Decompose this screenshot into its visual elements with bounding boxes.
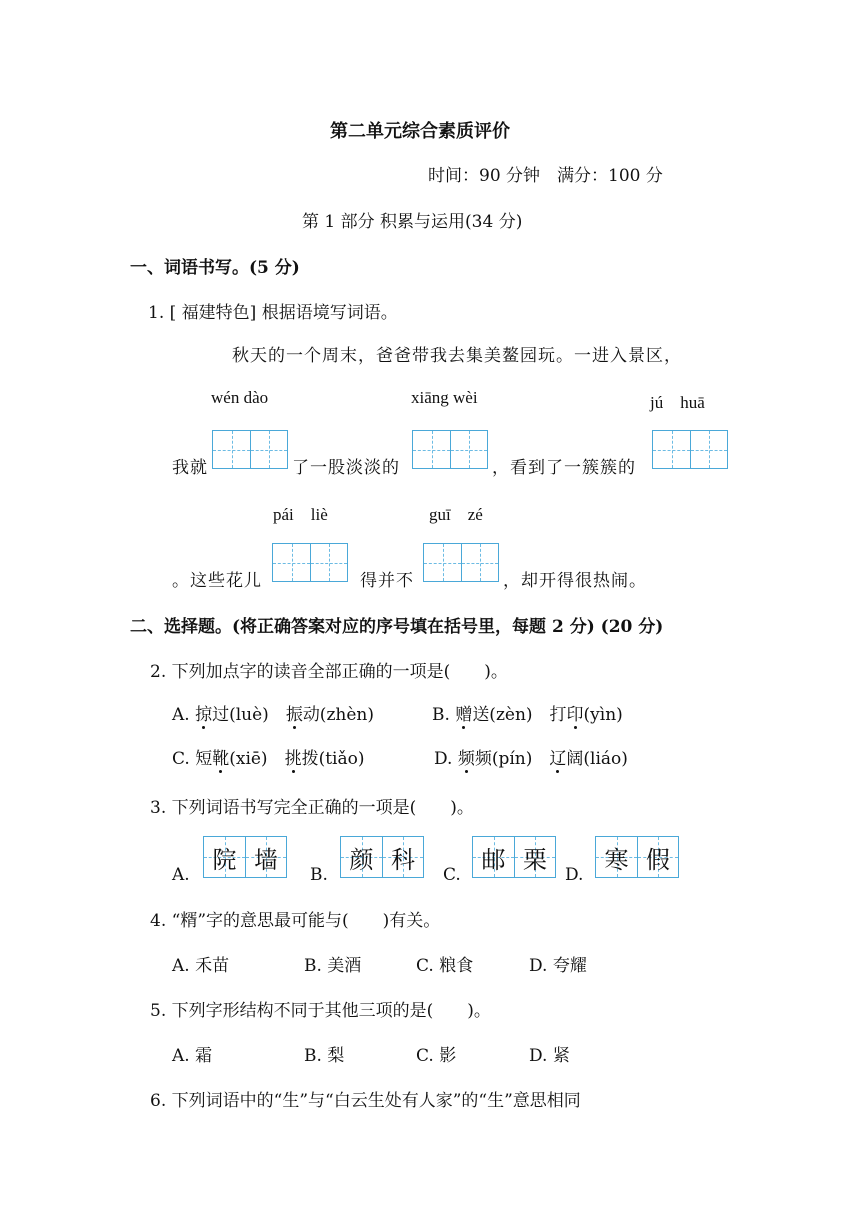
pinyin-pai-lie: pái liè	[273, 505, 328, 524]
option-3b-label: B.	[310, 865, 328, 885]
writing-box-2[interactable]	[412, 430, 488, 469]
option-3c-word: 邮 栗	[472, 836, 556, 878]
page-title: 第二单元综合素质评价	[330, 121, 510, 142]
option-3d-label: D.	[565, 865, 584, 885]
exam-meta: 时间：90 分钟 满分：100 分	[428, 166, 663, 186]
question-3-stem: 3. 下列词语书写完全正确的一项是( )。	[150, 798, 474, 818]
option-2b: B. 赠送(zèn) 打印(yìn)	[432, 705, 623, 725]
passage-segment: 得并不	[360, 571, 414, 591]
section-2-heading: 二、选择题。(将正确答案对应的序号填在括号里，每题 2 分) (20 分)	[130, 617, 664, 637]
writing-box-3[interactable]	[652, 430, 728, 469]
option-3a-word: 院 墙	[203, 836, 287, 878]
passage-segment: ，看到了一簇簇的	[492, 458, 636, 478]
passage-segment: ，却开得很热闹。	[503, 571, 647, 591]
passage-segment: 了一股淡淡的	[292, 458, 400, 478]
passage-line-1: 秋天的一个周末，爸爸带我去集美鳌园玩。一进入景区，	[232, 346, 682, 366]
option-5b: B. 梨	[304, 1046, 345, 1066]
option-5c: C. 影	[416, 1046, 457, 1066]
section-1-heading: 一、词语书写。(5 分)	[130, 258, 300, 278]
question-6-stem: 6. 下列词语中的“生”与“白云生处有人家”的“生”意思相同	[150, 1091, 581, 1111]
question-5-stem: 5. 下列字形结构不同于其他三项的是( )。	[150, 1001, 491, 1021]
writing-box-4[interactable]	[272, 543, 348, 582]
option-4d: D. 夸耀	[529, 956, 587, 976]
writing-box-5[interactable]	[423, 543, 499, 582]
option-4a: A. 禾苗	[172, 956, 230, 976]
passage-segment: 。这些花儿	[172, 571, 262, 591]
option-3b-word: 颜 科	[340, 836, 424, 878]
pinyin-wen-dao: wén dào	[211, 388, 269, 407]
part-heading: 第 1 部分 积累与运用(34 分)	[302, 212, 523, 232]
passage-segment: 我就	[172, 458, 208, 478]
option-4c: C. 粮食	[416, 956, 474, 976]
question-1-stem: 1. [ 福建特色] 根据语境写词语。	[148, 303, 398, 323]
pinyin-ju-hua: jú huā	[650, 393, 705, 412]
option-3d-word: 寒 假	[595, 836, 679, 878]
option-2a: A. 掠过(luè) 振动(zhèn)	[172, 705, 374, 725]
option-2c: C. 短靴(xiē) 挑拨(tiǎo)	[172, 749, 365, 769]
question-2-stem: 2. 下列加点字的读音全部正确的一项是( )。	[150, 662, 508, 682]
option-3a-label: A.	[172, 865, 190, 885]
writing-box-1[interactable]	[212, 430, 288, 469]
option-4b: B. 美酒	[304, 956, 362, 976]
question-4-stem: 4. “糈”字的意思最可能与( )有关。	[150, 911, 441, 931]
option-5a: A. 霜	[172, 1046, 213, 1066]
option-5d: D. 紧	[529, 1046, 570, 1066]
pinyin-gui-ze: guī zé	[429, 505, 483, 524]
option-2d: D. 频频(pín) 辽阔(liáo)	[434, 749, 628, 769]
option-3c-label: C.	[443, 865, 461, 885]
pinyin-xiang-wei: xiāng wèi	[411, 388, 478, 407]
